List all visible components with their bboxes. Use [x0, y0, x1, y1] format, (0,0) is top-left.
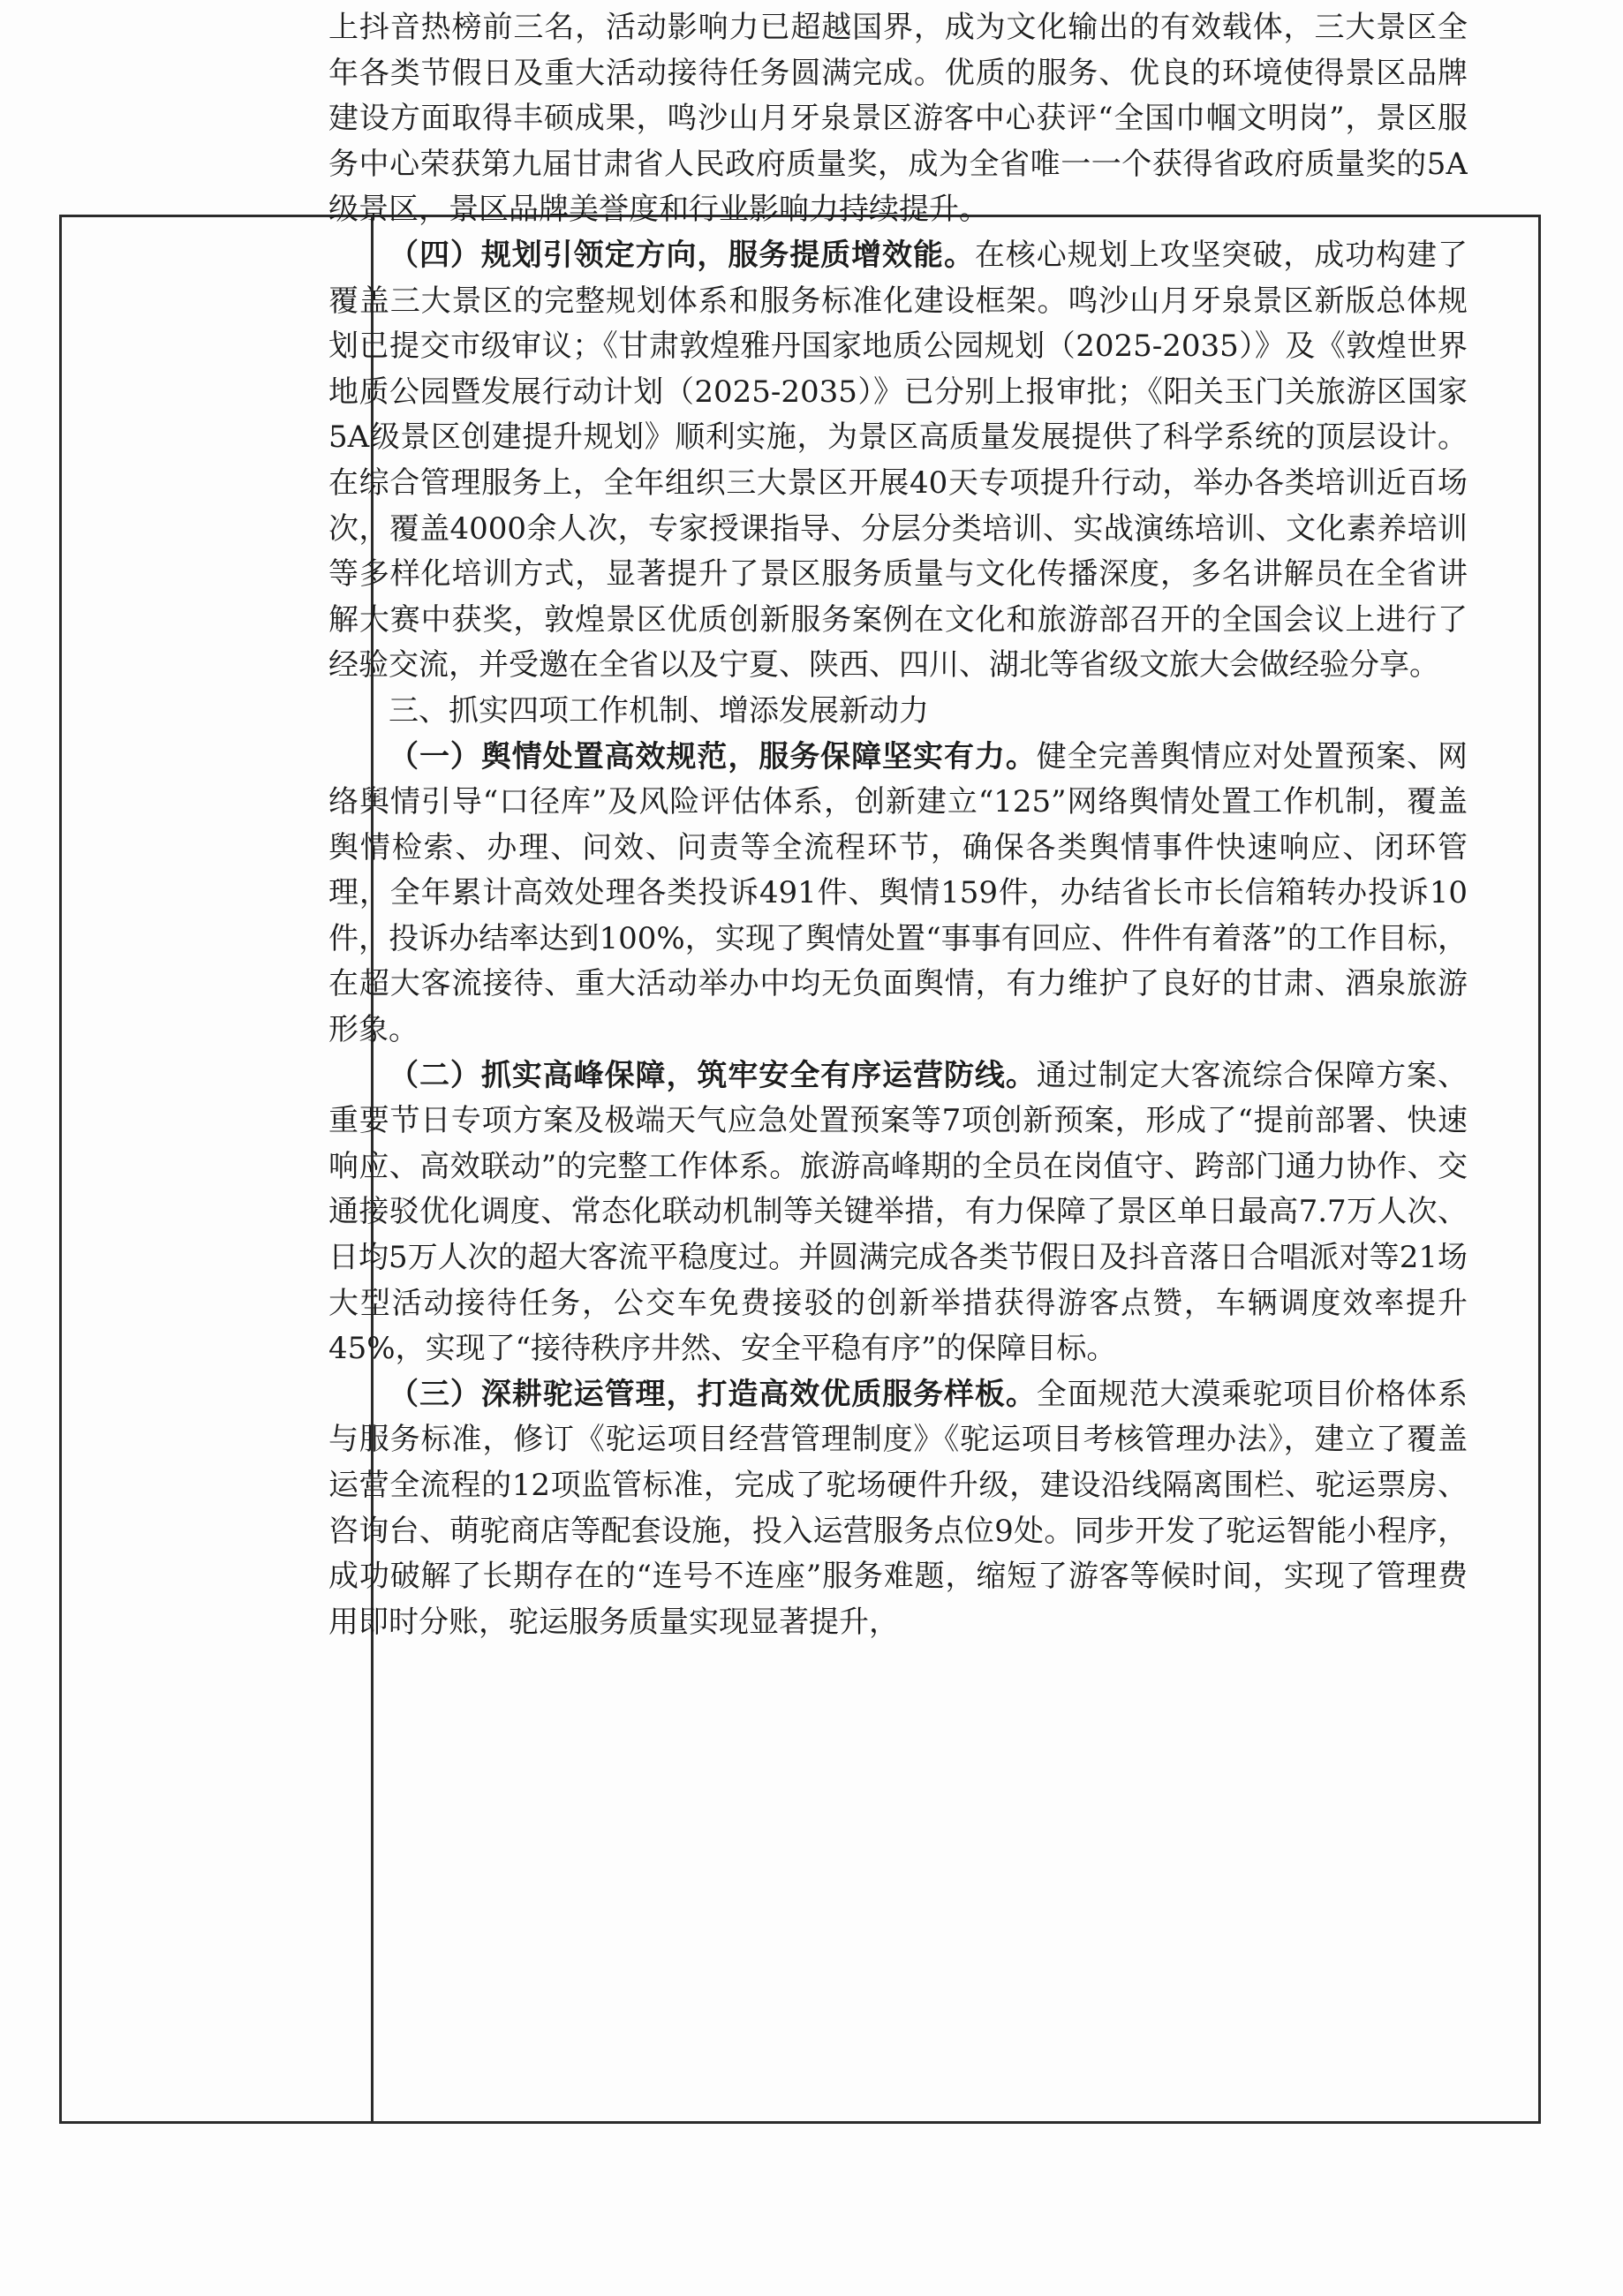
- paragraph-text: 在核心规划上攻坚突破，成功构建了覆盖三大景区的完整规划体系和服务标准化建设框架。鸣沙山月牙泉景区新版总体规划已提交市级审议；《甘肃敦煌雅丹国家地质公园规划（2025-2035）》及《敦煌世界地质公园暨发展行动计划（2025-2035）》已分别上报审批；《阳关玉门关旅游区国家5A级景区创建提升规划》顺利实施，为景区高质量发展提供了科学系统的顶层设计。在综合管理服务上，全年组织三大景区开展40天专项提升行动，举办各类培训近百场次，覆盖4000余人次，专家授课指导、分层分类培训、实战演练培训、文化素养培训等多样化培训方式，显著提升了景区服务质量与文化传播深度，多名讲解员在全省讲解大赛中获奖，敦煌景区优质创新服务案例在文化和旅游部召开的全国会议上进行了经验交流，并受邀在全省以及宁夏、陕西、四川、湖北等省级文旅大会做经验分享。: [328, 237, 1468, 684]
- paragraph-lead: （二）抓实高峰保障，筑牢安全有序运营防线。: [389, 1057, 1037, 1093]
- paragraph-planning: [328, 233, 1468, 689]
- paragraph-text: 上抖音热榜前三名，活动影响力已超越国界，成为文化输出的有效载体，三大景区全年各类节假日及重大活动接待任务圆满完成。优质的服务、优良的环境使得景区品牌建设方面取得丰硕成果，鸣沙山月牙泉景区游客中心获评“全国巾帼文明岗”，景区服务中心荣获第九届甘肃省人民政府质量奖，成为全省唯一一个获得省政府质量奖的5A级景区，景区品牌美誉度和行业影响力持续提升。: [328, 10, 1468, 228]
- table-content-cell: [328, 5, 1468, 1895]
- paragraph-text: 全面规范大漠乘驼项目价格体系与服务标准，修订《驼运项目经营管理制度》《驼运项目考核管理办法》，建立了覆盖运营全流程的12项监管标准，完成了驼场硬件升级，建设沿线隔离围栏、驼运票房、咨询台、萌驼商店等配套设施，投入运营服务点位9处。同步开发了驼运智能小程序，成功破解了长期存在的“连号不连座”服务难题，缩短了游客等候时间，实现了管理费用即时分账，驼运服务质量实现显著提升，: [328, 1376, 1468, 1640]
- paragraph-lead: （三）深耕驼运管理，打造高效优质服务样板。: [389, 1376, 1037, 1412]
- paragraph-peak: [328, 1054, 1468, 1372]
- paragraph-lead: （四）规划引领定方向，服务提质增效能。: [389, 237, 975, 273]
- paragraph-opinion: [328, 735, 1468, 1054]
- paragraph-lead: （一）舆情处置高效规范，服务保障坚实有力。: [389, 738, 1037, 774]
- section-heading: 三、抓实四项工作机制、增添发展新动力: [389, 692, 929, 729]
- table-label-cell: [62, 217, 374, 2121]
- paragraph-camel: [328, 1372, 1468, 1646]
- paragraph-text: 通过制定大客流综合保障方案、重要节日专项方案及极端天气应急处置预案等7项创新预案，形成了“提前部署、快速响应、高效联动”的完整工作体系。旅游高峰期的全员在岗值守、跨部门通力协作、交通接驳优化调度、常态化联动机制等关键举措，有力保障了景区单日最高7.7万人次、日均5万人次的超大客流平稳度过。并圆满完成各类节假日及抖音落日合唱派对等21场大型活动接待任务，公交车免费接驳的创新举措获得游客点赞，车辆调度效率提升45%，实现了“接待秩序井然、安全平稳有序”的保障目标。: [328, 1057, 1468, 1367]
- paragraph-text: 健全完善舆情应对处置预案、网络舆情引导“口径库”及风险评估体系，创新建立“125”网络舆情处置工作机制，覆盖舆情检索、办理、问效、问责等全流程环节，确保各类舆情事件快速响应、闭环管理，全年累计高效处理各类投诉491件、舆情159件，办结省长市长信箱转办投诉10件，投诉办结率达到100%，实现了舆情处置“事事有回应、件件有着落”的工作目标，在超大客流接待、重大活动举办中均无负面舆情，有力维护了良好的甘肃、酒泉旅游形象。: [328, 738, 1468, 1048]
- paragraph-continuation: [328, 5, 1468, 233]
